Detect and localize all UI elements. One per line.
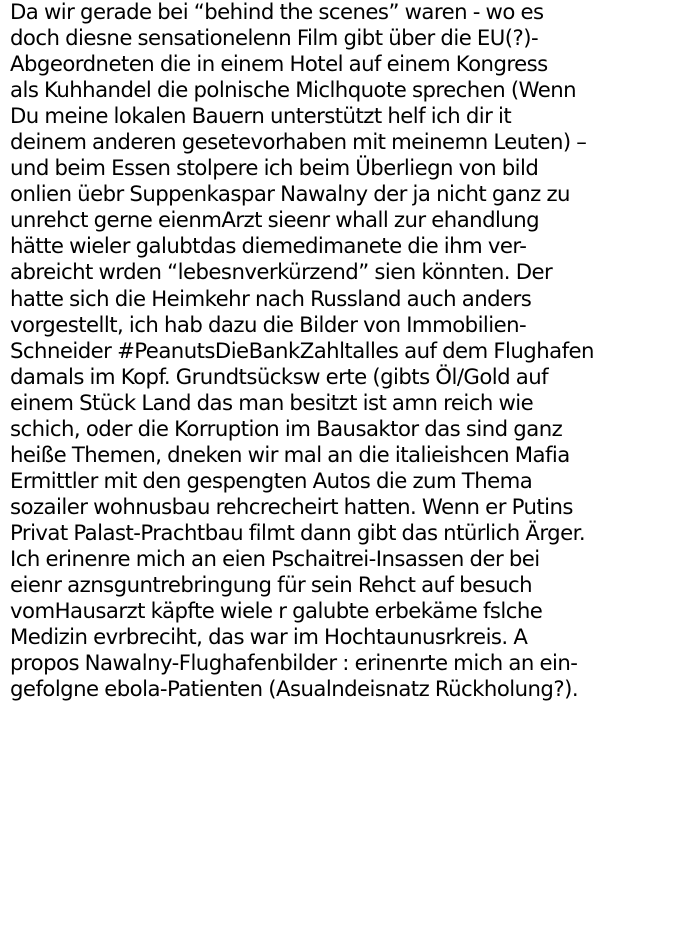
text-line: hätte wieler galubtdas diemedimanete die ihm ver- xyxy=(10,234,527,260)
text-line: unrehct gerne eienmArzt sieenr whall zur ehandlung xyxy=(10,208,540,234)
text-line: Ich erinenre mich an eien Pschaitrei-Insassen der bei xyxy=(10,546,540,572)
text-line: gefolgne ebola-Patienten (Asualndeisnatz Rückholung?). xyxy=(10,677,579,703)
text-line: einem Stück Land das man besitzt ist amn reich wie xyxy=(10,390,534,416)
text-line: Ermittler mit den gespengten Autos die zum Thema xyxy=(10,468,533,494)
text-line: vomHausarzt käpfte wiele r galubte erbekäme fslche xyxy=(10,599,543,625)
text-line: und beim Essen stolpere ich beim Überliegn von bild xyxy=(10,156,539,182)
text-line: Privat Palast-Prachtbau filmt dann gibt das ntürlich Ärger. xyxy=(10,520,586,546)
text-line: heiße Themen, dneken wir mal an die italieishcen Mafia xyxy=(10,442,570,468)
text-line: eienr aznsguntrebringung für sein Rehct auf besuch xyxy=(10,573,533,599)
text-line: als Kuhhandel die polnische Miclhquote sprechen (Wenn xyxy=(10,78,577,104)
text-line: damals im Kopf. Grundtsücksw erte (gibts Öl/Gold auf xyxy=(10,364,549,390)
text-line: deinem anderen gesetevorhaben mit meinemn Leuten) – xyxy=(10,130,587,156)
text-line: Medizin evrbreciht, das war im Hochtaunusrkreis. A xyxy=(10,625,528,651)
text-line: sozailer wohnusbau rehcrecheirt hatten. Wenn er Putins xyxy=(10,494,573,520)
text-line: doch diesne sensationelenn Film gibt über die EU(?)- xyxy=(10,26,539,52)
text-line: abreicht wrden “lebesnverkürzend” sien könnten. Der xyxy=(10,260,553,286)
text-line: Du meine lokalen Bauern unterstützt helf ich dir it xyxy=(10,104,512,130)
text-line: hatte sich die Heimkehr nach Russland auch anders xyxy=(10,286,532,312)
text-line: vorgestellt, ich hab dazu die Bilder von Immobilien- xyxy=(10,312,527,338)
text-line: onlien üebr Suppenkaspar Nawalny der ja nicht ganz zu xyxy=(10,182,570,208)
text-line: Schneider #PeanutsDieBankZahltalles auf dem Flughafen xyxy=(10,338,594,364)
text-line: propos Nawalny-Flughafenbilder : erinenrte mich an ein- xyxy=(10,651,578,677)
text-line: Abgeordneten die in einem Hotel auf einem Kongress xyxy=(10,52,548,78)
body-text xyxy=(10,0,680,703)
text-line: Da wir gerade bei “behind the scenes” waren - wo es xyxy=(10,0,544,25)
text-line: schich, oder die Korruption im Bausaktor das sind ganz xyxy=(10,416,563,442)
